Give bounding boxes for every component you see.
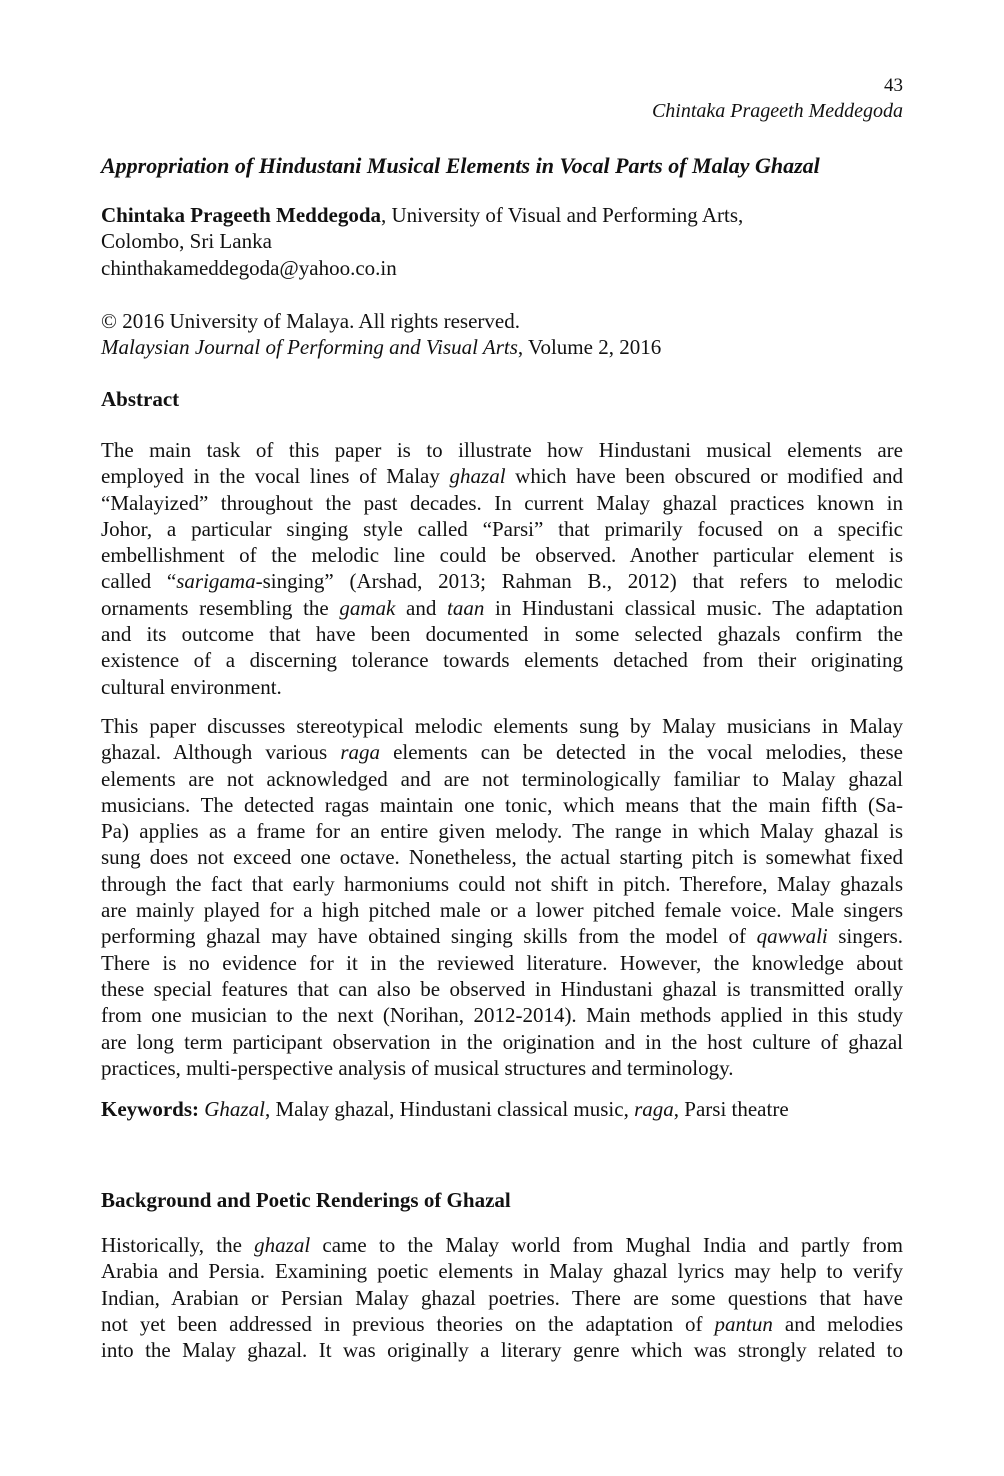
text-line: Arabia and Persia. Examining poetic elements in Malay ghazal lyrics may help to verify: [101, 1259, 903, 1284]
author-name: Chintaka Prageeth Meddegoda: [101, 203, 381, 227]
page-number: 43: [884, 75, 903, 96]
text-line: performing ghazal may have obtained singing skills from the model of qawwali singers.: [101, 924, 903, 949]
text-line: not yet been addressed in previous theories on the adaptation of pantun and melodies: [101, 1311, 904, 1336]
abstract-paragraph-2: [101, 713, 903, 1081]
copyright-notice: © 2016 University of Malaya. All rights reserved.: [101, 309, 520, 333]
text-line: embellishment of the melodic line could be observed. Another particular element is: [101, 543, 903, 568]
affiliation-location: Colombo, Sri Lanka: [101, 229, 272, 254]
text-line: through the fact that early harmoniums could not shift in pitch. Therefore, Malay ghazals: [101, 871, 903, 896]
journal-name: Malaysian Journal of Performing and Visual Arts: [101, 335, 518, 360]
text-line: practices, multi-perspective analysis of musical structures and terminology.: [101, 1055, 734, 1080]
abstract-heading: Abstract: [101, 387, 180, 411]
text-line: from one musician to the next (Norihan, 2012-2014). Main methods applied in this study: [101, 1003, 903, 1028]
text-line: ornaments resembling the gamak and taan in Hindustani classical music. The adaptation: [101, 595, 904, 620]
text-line: The main task of this paper is to illustrate how Hindustani musical elements are: [101, 438, 903, 462]
text-line: This paper discusses stereotypical melodic elements sung by Malay musicians in Malay: [101, 714, 903, 738]
text-line: existence of a discerning tolerance towards elements detached from their originating: [101, 648, 903, 673]
text-line: called “sarigama-singing” (Arshad, 2013; Rahman B., 2012) that refers to melodic: [101, 569, 904, 594]
author-info: [101, 202, 903, 281]
author-email[interactable]: chinthakameddegoda@yahoo.co.in: [101, 255, 397, 280]
abstract-paragraph-1: [101, 437, 903, 700]
text-line: musicians. The detected ragas maintain one tonic, which means that the main fifth (Sa-: [101, 792, 903, 817]
author-affiliation-line: [101, 202, 903, 228]
text-line: Indian, Arabian or Persian Malay ghazal poetries. There are some questions that have: [101, 1285, 903, 1310]
text-line: Pa) applies as a frame for an entire given melody. The range in which Malay ghazal is: [101, 819, 903, 844]
text-line: employed in the vocal lines of Malay ghazal which have been obscured or modified and: [101, 464, 903, 489]
affiliation: , University of Visual and Performing Arts,: [381, 203, 744, 227]
text-line: “Malayized” throughout the past decades. In current Malay ghazal practices known in: [101, 490, 903, 515]
section-paragraph-1: [101, 1232, 903, 1363]
text-line: Historically, the ghazal came to the Malay world from Mughal India and partly from: [101, 1233, 903, 1257]
keywords: Keywords: Ghazal, Malay ghazal, Hindustani classical music, raga, Parsi theatre: [101, 1097, 789, 1121]
text-line: ghazal. Although various raga elements can be detected in the vocal melodies, these: [101, 740, 904, 765]
text-line: are long term participant observation in the origination and in the host culture of ghazal: [101, 1029, 903, 1054]
text-line: sung does not exceed one octave. Nonetheless, the actual starting pitch is somewhat fixed: [101, 845, 903, 870]
text-line: are mainly played for a high pitched male or a lower pitched female voice. Male singers: [101, 898, 903, 923]
text-line: cultural environment.: [101, 674, 282, 699]
section-heading: Background and Poetic Renderings of Ghazal: [101, 1188, 511, 1212]
article-title: Appropriation of Hindustani Musical Elements in Vocal Parts of Malay Ghazal: [101, 153, 820, 178]
keywords-label: Keywords:: [101, 1097, 199, 1121]
text-line: these special features that can also be observed in Hindustani ghazal is transmitted orally: [101, 976, 903, 1001]
text-line: elements are not acknowledged and are not terminologically familiar to Malay ghazal: [101, 766, 903, 791]
text-line: Johor, a particular singing style called “Parsi” that primarily focused on a specific: [101, 516, 903, 541]
text-line: into the Malay ghazal. It was originally a literary genre which was strongly related to: [101, 1338, 903, 1363]
journal-volume: , Volume 2, 2016: [517, 335, 662, 360]
publication-info: [101, 308, 903, 361]
text-line: and its outcome that have been documented in some selected ghazals confirm the: [101, 622, 903, 647]
text-line: There is no evidence for it in the reviewed literature. However, the knowledge about: [101, 950, 903, 975]
running-header-author: Chintaka Prageeth Meddegoda: [651, 100, 903, 122]
journal-citation: [101, 334, 903, 360]
